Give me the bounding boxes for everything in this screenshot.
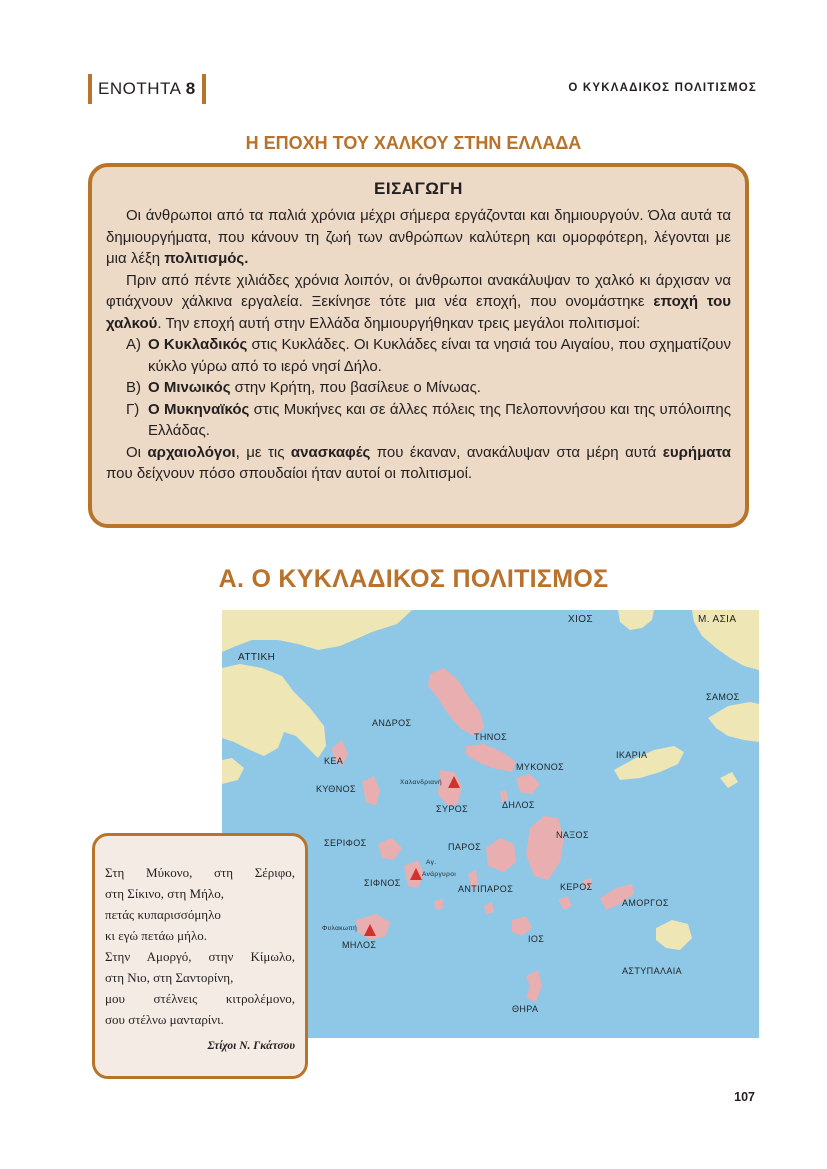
list-item-bold: Ο Μινωικός [148, 379, 231, 396]
poem-line: κι εγώ πετάω μήλο. [105, 928, 207, 943]
label-attiki: ΑΤΤΙΚΗ [238, 652, 276, 663]
label-amorgos: ΑΜΟΡΓΟΣ [622, 898, 669, 908]
p3-bold: ανασκαφές [290, 443, 371, 461]
label-andros: ΑΝΔΡΟΣ [372, 718, 412, 728]
label-anargyroi: Ανάργυροι [422, 871, 457, 878]
poem-line: σου στέλνω μανταρίνι. [105, 1012, 224, 1027]
label-naxos: ΝΑΞΟΣ [556, 830, 589, 840]
unit-label [88, 74, 206, 104]
p3-text: Οι [126, 443, 148, 461]
label-sifnos: ΣΙΦΝΟΣ [364, 878, 401, 888]
label-paros: ΠΑΡΟΣ [448, 842, 482, 852]
p3-text: που δείχνουν πόσο σπουδαίοι ήταν αυτοί οι πολιτισμοί. [106, 465, 473, 482]
label-antiparos: ΑΝΤΙΠΑΡΟΣ [458, 884, 514, 894]
poem-line: Στην Αμοργό, στην Κίμωλο, [105, 949, 295, 964]
list-item-text: στις Μυκήνες και σε άλλες πόλεις της Πελοποννήσου και της υπόλοιπης Ελλάδας. [148, 400, 731, 439]
poem-box [92, 833, 308, 1079]
label-astypalaia: ΑΣΤΥΠΑΛΑΙΑ [622, 966, 683, 976]
list-item [126, 399, 731, 442]
intro-box [88, 163, 749, 528]
label-thira: ΘΗΡΑ [512, 1004, 539, 1014]
poem-author: Στίχοι Ν. Γκάτσου [207, 1040, 295, 1052]
intro-paragraph-1 [106, 205, 731, 270]
label-chios: ΧΙΟΣ [568, 614, 594, 625]
p3-text: που έκαναν, ανακάλυψαν στα μέρη αυτά [370, 443, 663, 461]
p1-text: Οι άνθρωποι από τα παλιά χρόνια μέχρι σήμερα εργάζονται και δημιουργούν. Όλα αυτά τα δημιουργήματα, που κάνουν τη ζωή των ανθρώπων καλύτερη και ομορφότερη, λέγονται με μια λέξη [106, 207, 731, 267]
poem-line: στη Νιο, στη Σαντορίνη, [105, 970, 234, 985]
running-head: Ο ΚΥΚΛΑΔΙΚΟΣ ΠΟΛΙΤΙΣΜΟΣ [568, 82, 757, 94]
label-agioi: Αγ. [426, 859, 437, 866]
label-syros: ΣΥΡΟΣ [436, 804, 469, 814]
list-marker: Β) [126, 379, 141, 396]
p3-bold: ευρήματα [662, 443, 731, 461]
list-item-text: στην Κρήτη, που βασίλευε ο Μίνωας. [230, 379, 481, 396]
p2-tail: . Την εποχή αυτή στην Ελλάδα δημιουργήθηκαν τρεις μεγάλοι πολιτισμοί: [157, 314, 641, 332]
list-item-bold: Ο Μυκηναϊκός [148, 400, 250, 418]
label-samos: ΣΑΜΟΣ [706, 692, 740, 702]
list-item-bold: Ο Κυκλαδικός [148, 336, 248, 353]
label-serifos: ΣΕΡΙΦΟΣ [324, 838, 367, 848]
label-milos: ΜΗΛΟΣ [342, 940, 377, 950]
unit-number: 8 [185, 79, 196, 98]
poem-line: πετάς κυπαρισσόμηλο [105, 907, 221, 922]
cycladic-heading: Α. Ο ΚΥΚΛΑΔΙΚΟΣ ΠΟΛΙΤΙΣΜΟΣ [218, 565, 609, 593]
label-chalandriani: Χαλανδριανή [400, 779, 443, 786]
intro-paragraph-2 [106, 270, 731, 335]
label-kea: ΚΕΑ [324, 756, 344, 766]
intro-title: ΕΙΣΑΓΩΓΗ [374, 179, 463, 198]
label-tinos: ΤΗΝΟΣ [474, 732, 508, 742]
p1-bold: πολιτισμός. [164, 250, 249, 267]
label-ios: ΙΟΣ [528, 934, 545, 944]
label-fylakopi: Φυλακωπή [322, 925, 358, 932]
label-asia-minor: Μ. ΑΣΙΑ [698, 614, 737, 625]
label-delos: ΔΗΛΟΣ [502, 800, 535, 810]
p2-bold: εποχή του χαλκού [106, 293, 731, 332]
intro-paragraph-3 [106, 442, 731, 485]
list-marker: Γ) [126, 400, 140, 418]
list-marker: Α) [126, 336, 141, 353]
list-item-text: στις Κυκλάδες. Οι Κυκλάδες είναι τα νησιά του Αιγαίου, που σχηματίζουν κύκλο γύρω από το ιερό νησί Δήλο. [148, 336, 731, 375]
p3-bold: αρχαιολόγοι [147, 443, 236, 461]
unit-prefix: ΕΝΟΤΗΤΑ [98, 79, 181, 98]
page-number: 107 [734, 1090, 755, 1104]
p2-text: Πριν από πέντε χιλιάδες χρόνια λοιπόν, οι άνθρωποι ανακάλυψαν το χαλκό κι άρχισαν να φτιάχνουν χάλκινα εργαλεία. Ξεκίνησε τότε μια νέα εποχή, που ονομάστηκε [106, 271, 731, 310]
list-item [126, 377, 731, 399]
label-mykonos: ΜΥΚΟΝΟΣ [516, 762, 565, 772]
p3-text: , με τις [235, 443, 291, 461]
section-title: Η ΕΠΟΧΗ ΤΟΥ ΧΑΛΚΟΥ ΣΤΗΝ ΕΛΛΑΔΑ [245, 133, 582, 153]
label-keros: ΚΕΡΟΣ [560, 882, 593, 892]
label-kythnos: ΚΥΘΝΟΣ [316, 784, 356, 794]
label-ikaria: ΙΚΑΡΙΑ [616, 750, 648, 760]
poem-line: μου στέλνεις κιτρολέμονο, [105, 991, 295, 1006]
poem-line: στη Σίκινο, στη Μήλο, [105, 886, 224, 901]
poem-line: Στη Μύκονο, στη Σέριφο, [105, 865, 295, 880]
list-item [126, 334, 731, 377]
